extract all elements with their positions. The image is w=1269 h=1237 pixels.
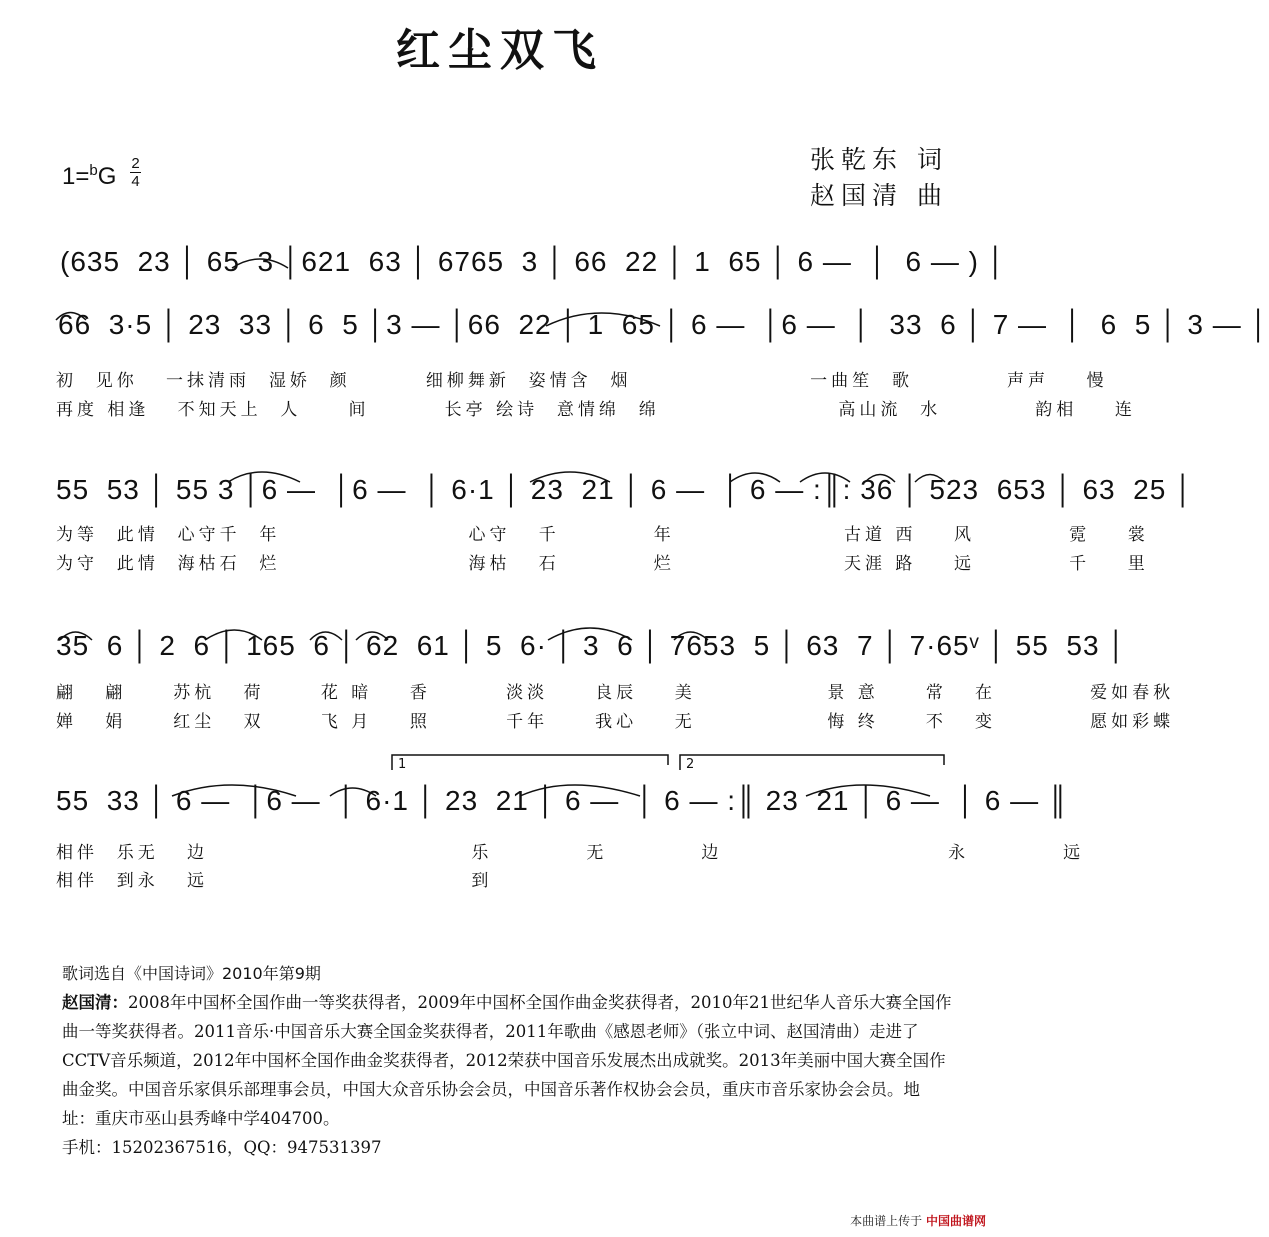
composer-bio bbox=[62, 988, 952, 1133]
time-signature: 2 4 bbox=[131, 155, 140, 190]
bio-text: 2008年中国杯全国作曲一等奖获得者，2009年中国杯全国作曲金奖获得者，2010年21世纪华人音乐大赛全国作曲一等奖获得者。2011音乐·中国音乐大赛全国金奖获得者，2011年歌曲《感恩老师》（张立中词、赵国清曲）走进了CCTV音乐频道，2012年中国杯全国作曲金奖获得者，2012荣获中国音乐发展杰出成就奖。2013年美丽中国大赛全国作曲金奖。中国音乐家俱乐部理事会员，中国大众音乐协会会员，中国音乐著作权协会会员，重庆市音乐家协会会员。地址：重庆市巫山县秀峰中学404700。 bbox=[62, 993, 952, 1128]
notation-line: 66 3·5 │ 23 33 │ 6 5 │3 — │66 22 │ 1 65 │ 6 — │6 — │ 33 6 │ 7 — │ 6 5 │ 3 — │ bbox=[58, 309, 1269, 340]
lyricist-credit: 张乾东 词 bbox=[810, 145, 948, 174]
notation-line: 35 6 │ 2 6 │ 165 6 │ 62 61 │ 5 6· │ 3 6 │ 7653 5 │ 63 7 │ 7·65ᵛ │ 55 53 │ bbox=[56, 630, 1127, 661]
volta-2-label: 2 bbox=[686, 757, 695, 772]
notation-line: 55 33 │ 6 — │6 — │ 6·1 │ 23 21 │ 6 — │ 6 — :║ 23 21 │ 6 — │ 6 — ║ bbox=[56, 785, 1069, 816]
song-title: 红尘双飞 bbox=[396, 25, 604, 76]
lyrics-verse-2: 为守 此情 海枯石 烂 海枯 石 烂 天涯 路 远 千 里 bbox=[56, 554, 1149, 574]
upload-footer bbox=[850, 1212, 986, 1229]
lyrics-verse-1: 初 见你 一抹清雨 湿娇 颜 细柳舞新 姿情含 烟 一曲笙 歌 声声 慢 bbox=[56, 371, 1108, 391]
lyrics-verse-1: 相伴 乐无 边 乐 无 边 永 远 bbox=[56, 843, 1085, 863]
bio-name: 赵国清： bbox=[62, 993, 128, 1012]
upload-text: 本曲谱上传于 bbox=[850, 1214, 923, 1228]
composer-credit: 赵国清 曲 bbox=[810, 181, 948, 210]
notation-line: 55 53 │ 55 3 │6 — │6 — │ 6·1 │ 23 21 │ 6 — │ 6 — :║: 36 │ 523 653 │ 63 25 │ bbox=[56, 474, 1194, 505]
lyrics-verse-2: 相伴 到永 远 到 bbox=[56, 871, 493, 891]
key-signature: 1=$^b$G bbox=[62, 162, 117, 190]
notation-line: (635 23 │ 65 3 │621 63 │ 6765 3 │ 66 22 │ 1 65 │ 6 — │ 6 — ) │ bbox=[60, 246, 1007, 277]
lyrics-verse-2: 婵 娟 红尘 双 飞 月 照 千年 我心 无 悔 终 不 变 愿如彩蝶 bbox=[56, 712, 1175, 732]
site-logo[interactable]: 中国曲谱网 bbox=[925, 1214, 986, 1228]
volta-1-label: 1 bbox=[398, 757, 407, 772]
contact-info: 手机：15202367516，QQ：947531397 bbox=[62, 1138, 382, 1157]
notes-section bbox=[62, 960, 952, 1162]
lyrics-verse-2: 再度 相逢 不知天上 人 间 长亭 绘诗 意情绵 绵 高山流 水 韵相 连 bbox=[56, 400, 1136, 420]
lyrics-verse-1: 翩 翩 苏杭 荷 花 暗 香 淡淡 良辰 美 景 意 常 在 爱如春秋 bbox=[56, 683, 1175, 703]
lyrics-verse-1: 为等 此情 心守千 年 心守 千 年 古道 西 风 霓 裳 bbox=[56, 525, 1149, 545]
lyrics-source: 歌词选自《中国诗词》2010年第9期 bbox=[62, 964, 321, 983]
